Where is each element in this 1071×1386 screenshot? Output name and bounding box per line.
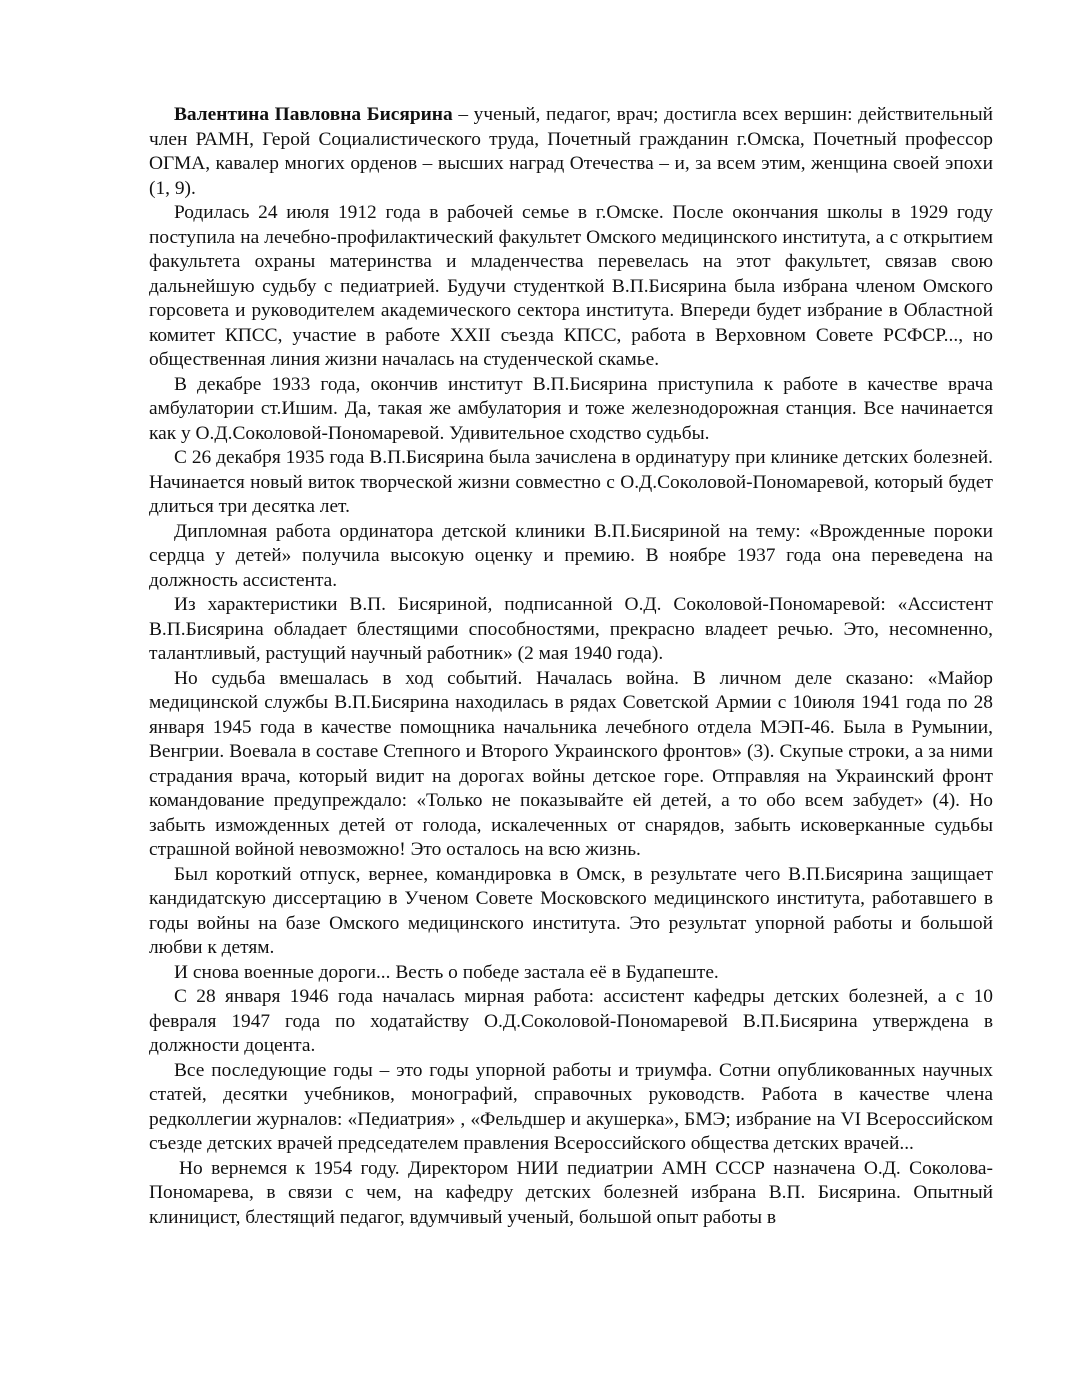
paragraph-diploma: Дипломная работа ординатора детской клиники В.П.Бисяриной на тему: «Врожденные пороки сердца у детей» получила высокую оценку и премию. В ноябре 1937 года она переведена на должность ассистента. [149,520,993,591]
subject-name: Валентина Павловна Бисярина [174,104,453,125]
paragraph-war: Но судьба вмешалась в ход событий. Началась война. В личном деле сказано: «Майор медицинской службы В.П.Бисярина находилась в рядах Советской Армии с 10июля 1941 года по 28 января 1945 года в качестве помощника начальника лечебного отдела МЭП-46. Была в Румынии, Венгрии. Воевала в составе Степного и Второго Украинского фронтов» (3). Скупые строки, а за ними страдания врача, который видит на дорогах войны детское горе. Отправляя на Украинский фронт командование предупреждало: «Только не показывайте ей детей, а то обо всем забудет» (4). Но забыть изможденных детей от голода, искалеченных от снарядов, забыть исковерканные судьбы страшной войной невозможно! Это осталось на всю жизнь. [149,667,993,860]
paragraph-dissertation: Был короткий отпуск, вернее, командировка в Омск, в результате чего В.П.Бисярина защищает кандидатскую диссертацию в Ученом Совете Московского медицинского института, работавшего в годы войны на базе Омского медицинского института. Это результат упорной работы и большой любви к детям. [149,863,993,958]
intro-paragraph [149,103,993,201]
paragraph-birth: Родилась 24 июля 1912 года в рабочей семье в г.Омске. После окончания школы в 1929 году поступила на лечебно-профилактический факультет Омского медицинского института, а с открытием факультета охраны материнства и младенчества перевелась на этот факультет, связав свою дальнейшую судьбу с педиатрией. Будучи студенткой В.П.Бисярина была избрана членом Омского горсовета и руководителем академического сектора института. Впереди будет избрание в Областной комитет КПСС, участие в работе XXII съезда КПСС, работа в Верховном Совете РСФСР..., но общественная линия жизни началась на студенческой скамье. [149,202,993,370]
paragraph-ishim: В декабре 1933 года, окончив институт В.П.Бисярина приступила к работе в качестве врача амбулатории ст.Ишим. Да, такая же амбулатория и тоже железнодорожная станция. Все начинается как у О.Д.Соколовой-Пономаревой. Удивительное сходство судьбы. [149,373,993,444]
paragraph-budapest: И снова военные дороги... Весть о победе застала её в Будапеште. [174,961,719,983]
intro-text: – ученый, педагог, врач; достигла всех вершин: действительный член РАМН, Герой Социалистического труда, Почетный гражданин г.Омска, Почетный профессор ОГМА, кавалер многих орденов – высших наград Отечества – и, за всем этим, женщина своей эпохи (1, 9). [149,104,993,199]
paragraph-residency: С 26 декабря 1935 года В.П.Бисярина была зачислена в ординатуру при клинике детских болезней. Начинается новый виток творческой жизни совместно с О.Д.Соколовой-Пономаревой, который будет длиться три десятка лет. [149,447,993,517]
paragraph-docent: С 28 января 1946 года началась мирная работа: ассистент кафедры детских болезней, а с 10 февраля 1947 года по ходатайству О.Д.Соколовой-Пономаревой В.П.Бисярина утверждена в должности доцента. [149,986,993,1056]
paragraph-triumph: Все последующие годы – это годы упорной работы и триумфа. Сотни опубликованных научных статей, десятки учебников, монографий, справочных руководств. Работа в качестве члена редколлегии журналов: «Педиатрия» , «Фельдшер и акушерка», БМЭ; избрание на VI Всероссийском съезде детских врачей председателем правления Всероссийского общества детских врачей... [149,1059,993,1154]
paragraph-characteristic: Из характеристики В.П. Бисяриной, подписанной О.Д. Соколовой-Пономаревой: «Ассистент В.П.Бисярина обладает блестящими способностями, прекрасно владеет речью. Это, несомненно, талантливый, растущий научный работник» (2 мая 1940 года). [149,594,993,664]
document-body [149,103,993,1230]
paragraph-1954: Но вернемся к 1954 году. Директором НИИ педиатрии АМН СССР назначена О.Д. Соколова-Пономарева, в связи с чем, на кафедру детских болезней избрана В.П. Бисярина. Опытный клиницист, блестящий педагог, вдумчивый ученый, большой опыт работы в [149,1157,993,1228]
